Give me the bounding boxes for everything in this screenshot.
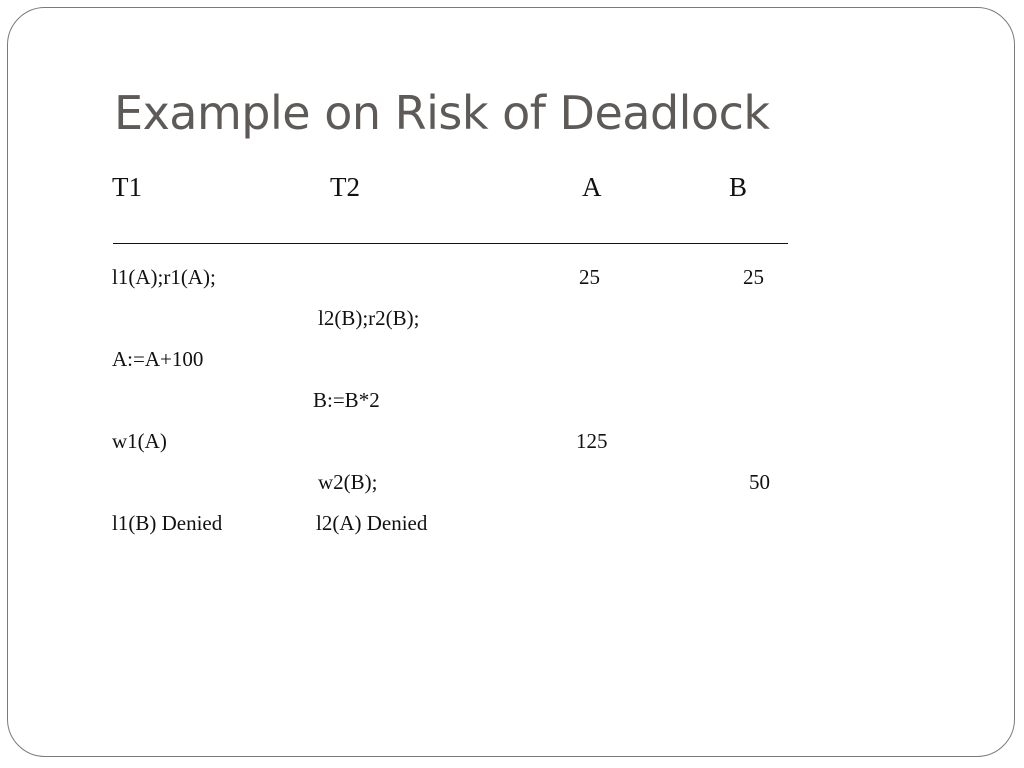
header-divider xyxy=(113,243,788,244)
row-6-b: 50 xyxy=(749,470,770,494)
row-7-t2: l2(A) Denied xyxy=(316,511,428,535)
row-4-t2: B:=B*2 xyxy=(313,388,380,412)
row-6-t2: w2(B); xyxy=(318,470,378,494)
row-5-a: 125 xyxy=(576,429,608,453)
column-header-t1: T1 xyxy=(112,172,142,202)
column-header-a: A xyxy=(582,172,602,202)
row-1-t1: l1(A);r1(A); xyxy=(112,265,216,289)
column-header-t2: T2 xyxy=(330,172,360,202)
row-7-t1: l1(B) Denied xyxy=(112,511,223,535)
row-5-t1: w1(A) xyxy=(112,429,167,453)
row-3-t1: A:=A+100 xyxy=(112,347,204,371)
row-1-b: 25 xyxy=(743,265,764,289)
row-2-t2: l2(B);r2(B); xyxy=(318,306,420,330)
slide-title: Example on Risk of Deadlock xyxy=(114,86,770,140)
column-header-b: B xyxy=(729,172,748,202)
row-1-a: 25 xyxy=(579,265,600,289)
